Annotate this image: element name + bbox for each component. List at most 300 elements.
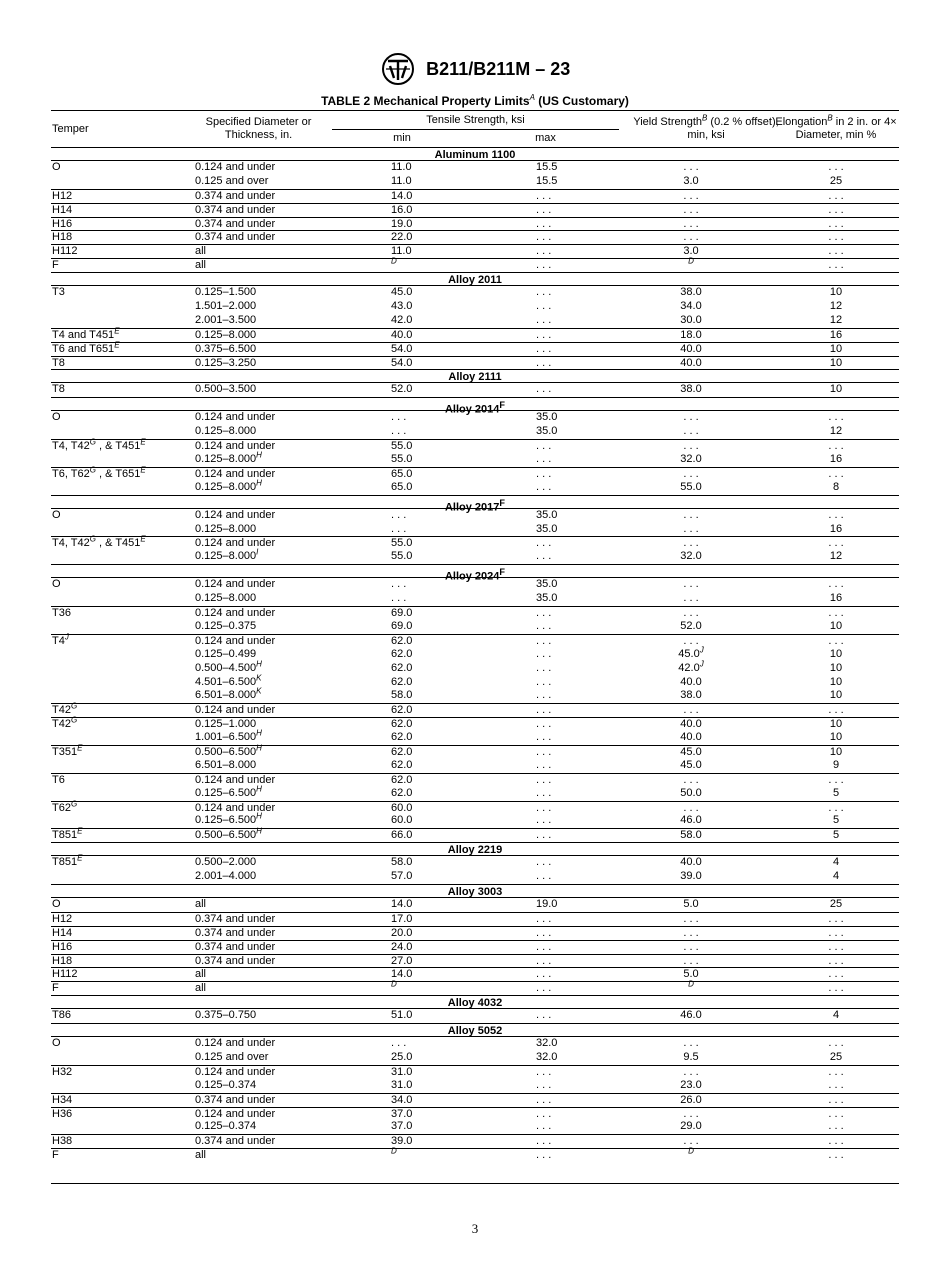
elongation-cell: . . . bbox=[828, 634, 844, 647]
elongation-cell: 5 bbox=[832, 829, 840, 842]
elongation-cell: . . . bbox=[828, 940, 844, 953]
tensile-max-cell: . . . bbox=[536, 1149, 552, 1162]
temper-cell: H34 bbox=[52, 1093, 73, 1106]
table-row bbox=[51, 314, 899, 328]
yield-cell: . . . bbox=[683, 203, 699, 216]
elongation-cell: 10 bbox=[829, 718, 843, 731]
temper-cell: F bbox=[52, 1149, 59, 1162]
tensile-max-cell: . . . bbox=[536, 1009, 552, 1022]
tensile-max-cell: . . . bbox=[536, 704, 552, 717]
table-row bbox=[51, 981, 899, 995]
diameter-cell: $0.125-6.500^H$ bbox=[195, 811, 262, 827]
table-row bbox=[51, 828, 899, 842]
diameter-cell: 0.124 and under bbox=[195, 704, 276, 717]
table-row bbox=[51, 578, 899, 592]
elongation-cell: 12 bbox=[829, 313, 843, 326]
diameter-cell: 2.001–3.500 bbox=[195, 313, 257, 326]
table-row bbox=[51, 425, 899, 439]
table-bottom-rule bbox=[51, 1183, 899, 1184]
table-row bbox=[51, 926, 899, 940]
tensile-min-cell: 58.0 bbox=[391, 689, 413, 702]
tensile-min-cell: 14.0 bbox=[391, 968, 413, 981]
yield-cell: 30.0 bbox=[680, 313, 702, 326]
table-row bbox=[51, 658, 899, 676]
yield-cell: 5.0 bbox=[683, 968, 699, 981]
table-row bbox=[51, 745, 899, 759]
tensile-min-cell: 52.0 bbox=[391, 383, 413, 396]
diameter-cell: 0.125–8.000 bbox=[195, 328, 257, 341]
table-row bbox=[51, 342, 899, 356]
tensile-max-cell: . . . bbox=[536, 829, 552, 842]
table-row bbox=[51, 620, 899, 634]
yield-cell: . . . bbox=[683, 189, 699, 202]
elongation-cell: . . . bbox=[828, 467, 844, 480]
table-row bbox=[51, 439, 899, 453]
tensile-min-cell: 31.0 bbox=[391, 1078, 413, 1091]
table-row bbox=[51, 811, 899, 828]
diameter-cell: 0.500–2.000 bbox=[195, 856, 257, 869]
table-row bbox=[51, 717, 899, 731]
table-row bbox=[51, 478, 899, 495]
header-diameter: Specified Diameter or Thickness, in. bbox=[205, 116, 312, 141]
yield-cell: . . . bbox=[683, 1037, 699, 1050]
tensile-max-cell: 35.0 bbox=[536, 411, 558, 424]
elongation-cell: . . . bbox=[828, 801, 844, 814]
header-yield-strength: Yield Strength$^B$ (0.2 % offset), min, ksi bbox=[633, 113, 779, 141]
elongation-cell: . . . bbox=[828, 912, 844, 925]
elongation-cell: . . . bbox=[828, 773, 844, 786]
yield-cell: 26.0 bbox=[680, 1093, 702, 1106]
diameter-cell: all bbox=[195, 982, 207, 995]
elongation-cell: . . . bbox=[828, 1065, 844, 1078]
temper-cell: H18 bbox=[52, 954, 73, 967]
tensile-min-cell: 62.0 bbox=[391, 758, 413, 771]
tensile-min-cell: 24.0 bbox=[391, 940, 413, 953]
table-row bbox=[51, 189, 899, 203]
yield-cell: 46.0 bbox=[680, 1009, 702, 1022]
temper-cell: H112 bbox=[52, 968, 78, 981]
tensile-max-cell: . . . bbox=[536, 982, 552, 995]
tensile-max-cell: . . . bbox=[536, 480, 552, 493]
alloy-section-heading: Alloy 2219 bbox=[51, 842, 899, 856]
elongation-cell: . . . bbox=[828, 217, 844, 230]
table-row bbox=[51, 450, 899, 467]
diameter-cell: $0.125-8.000^H$ bbox=[195, 450, 262, 466]
elongation-cell: . . . bbox=[828, 161, 844, 173]
tensile-min-cell: . . . bbox=[391, 1037, 407, 1050]
header-min: min bbox=[393, 132, 411, 144]
diameter-cell: 0.124 and under bbox=[195, 161, 276, 173]
yield-cell: . . . bbox=[683, 411, 699, 424]
tensile-min-cell: 11.0 bbox=[391, 245, 412, 258]
diameter-cell: $6.501-8.000^K$ bbox=[195, 686, 262, 702]
yield-cell: . . . bbox=[683, 1107, 699, 1120]
diameter-cell: $0.125-8.000^I$ bbox=[195, 547, 259, 563]
temper-cell: O bbox=[52, 411, 61, 424]
temper-cell: T8 bbox=[52, 383, 65, 396]
elongation-cell: . . . bbox=[828, 259, 844, 272]
tensile-max-cell: 35.0 bbox=[536, 578, 558, 591]
yield-cell: . . . bbox=[683, 231, 699, 244]
table-row bbox=[51, 728, 899, 745]
tensile-min-cell: 55.0 bbox=[391, 537, 413, 550]
diameter-cell: $0.125-6.500^H$ bbox=[195, 783, 262, 799]
tensile-max-cell: . . . bbox=[536, 661, 552, 674]
elongation-cell: 10 bbox=[829, 647, 843, 660]
elongation-cell: . . . bbox=[828, 968, 844, 981]
table-row bbox=[51, 967, 899, 981]
tensile-min-cell: 54.0 bbox=[391, 356, 413, 369]
tensile-max-cell: . . . bbox=[536, 1078, 552, 1091]
tensile-max-cell: . . . bbox=[536, 356, 552, 369]
table-row bbox=[51, 645, 899, 662]
yield-cell: . . . bbox=[683, 634, 699, 647]
table-row bbox=[51, 300, 899, 314]
elongation-cell: 25 bbox=[829, 1050, 843, 1063]
elongation-cell: . . . bbox=[828, 440, 844, 453]
table-row bbox=[51, 783, 899, 801]
temper-cell: $T42^G$ bbox=[52, 715, 78, 731]
tensile-min-cell: 37.0 bbox=[391, 1120, 413, 1133]
elongation-cell: 16 bbox=[829, 522, 843, 535]
table-row bbox=[51, 509, 899, 523]
elongation-cell: . . . bbox=[828, 508, 844, 521]
temper-cell: $T4^J$ bbox=[52, 632, 69, 647]
temper-cell: F bbox=[52, 982, 59, 995]
tensile-min-cell: 43.0 bbox=[391, 300, 413, 313]
table-row bbox=[51, 1120, 899, 1134]
yield-cell: 40.0 bbox=[680, 856, 702, 869]
tensile-min-cell: D bbox=[391, 979, 397, 989]
tensile-max-cell: . . . bbox=[536, 634, 552, 647]
tensile-min-cell: 65.0 bbox=[391, 480, 413, 493]
diameter-cell: $0.125-8.000^H$ bbox=[195, 478, 262, 493]
tensile-max-cell: . . . bbox=[536, 300, 552, 313]
tensile-min-cell: 14.0 bbox=[391, 897, 413, 910]
diameter-cell: 0.124 and under bbox=[195, 578, 276, 591]
yield-cell: 29.0 bbox=[680, 1120, 702, 1133]
temper-cell: O bbox=[52, 508, 61, 521]
tensile-min-cell: 69.0 bbox=[391, 619, 413, 632]
diameter-cell: 0.374 and under bbox=[195, 1093, 276, 1106]
elongation-cell: . . . bbox=[828, 1107, 844, 1120]
table-row bbox=[51, 1037, 899, 1051]
tensile-max-cell: . . . bbox=[536, 675, 552, 688]
diameter-cell: 6.501–8.000 bbox=[195, 758, 257, 771]
elongation-cell: 10 bbox=[829, 619, 843, 632]
diameter-cell: 0.375–0.750 bbox=[195, 1009, 257, 1022]
elongation-cell: . . . bbox=[828, 537, 844, 550]
yield-cell: . . . bbox=[683, 508, 699, 521]
tensile-min-cell: . . . bbox=[391, 578, 407, 591]
table-row bbox=[51, 672, 899, 690]
yield-cell: 18.0 bbox=[680, 328, 702, 341]
tensile-min-cell: 62.0 bbox=[391, 786, 413, 799]
yield-cell: . . . bbox=[683, 773, 699, 786]
tensile-min-cell: 45.0 bbox=[391, 286, 413, 299]
diameter-cell: 0.125–1.000 bbox=[195, 718, 257, 731]
temper-cell: $T851^E$ bbox=[52, 853, 83, 869]
table-row bbox=[51, 606, 899, 620]
header-tensile-strength: Tensile Strength, ksi bbox=[426, 114, 525, 126]
temper-cell: F bbox=[52, 259, 59, 272]
elongation-cell: . . . bbox=[828, 245, 844, 258]
elongation-cell: 10 bbox=[829, 689, 843, 702]
elongation-cell: 10 bbox=[829, 356, 843, 369]
yield-cell: . . . bbox=[683, 954, 699, 967]
elongation-cell: 9 bbox=[832, 758, 840, 771]
tensile-max-cell: . . . bbox=[536, 619, 552, 632]
alloy-section-heading: Alloy $2024^F$ bbox=[51, 564, 899, 578]
diameter-cell: 0.124 and under bbox=[195, 411, 276, 424]
diameter-cell: 0.125–3.250 bbox=[195, 356, 257, 369]
temper-cell: T86 bbox=[52, 1009, 71, 1022]
header-temper: Temper bbox=[52, 123, 89, 135]
header-max: max bbox=[535, 132, 556, 144]
alloy-section-heading: Alloy $2017^F$ bbox=[51, 495, 899, 509]
tensile-min-cell: 19.0 bbox=[391, 217, 413, 230]
yield-cell: . . . bbox=[683, 801, 699, 814]
tensile-max-cell: 35.0 bbox=[536, 592, 558, 605]
tensile-min-cell: 14.0 bbox=[391, 189, 413, 202]
elongation-cell: 16 bbox=[829, 328, 843, 341]
table-row bbox=[51, 1009, 899, 1023]
elongation-cell: 5 bbox=[832, 786, 840, 799]
yield-cell: . . . bbox=[683, 940, 699, 953]
yield-cell: . . . bbox=[683, 926, 699, 939]
yield-cell: 34.0 bbox=[680, 300, 702, 313]
yield-cell: 40.0 bbox=[680, 718, 702, 731]
elongation-cell: 16 bbox=[829, 453, 843, 466]
elongation-cell: 10 bbox=[829, 745, 843, 758]
table-row bbox=[51, 773, 899, 787]
yield-cell: 40.0 bbox=[680, 342, 702, 355]
table-row bbox=[51, 912, 899, 926]
elongation-cell: 10 bbox=[829, 675, 843, 688]
table-row bbox=[51, 547, 899, 564]
elongation-cell: . . . bbox=[828, 982, 844, 995]
diameter-cell: 2.001–4.000 bbox=[195, 870, 257, 883]
mechanical-property-table bbox=[51, 110, 899, 1162]
table-row bbox=[51, 703, 899, 717]
elongation-cell: 10 bbox=[829, 383, 843, 396]
page-number: 3 bbox=[471, 1221, 479, 1236]
elongation-cell: 10 bbox=[829, 286, 843, 299]
yield-cell: . . . bbox=[683, 912, 699, 925]
elongation-cell: 4 bbox=[832, 870, 840, 883]
temper-cell: O bbox=[52, 1037, 61, 1050]
diameter-cell: 0.374 and under bbox=[195, 189, 276, 202]
table-title: TABLE 2 Mechanical Property Limits$^A$ (US Customary) bbox=[321, 93, 629, 108]
tensile-max-cell: . . . bbox=[536, 801, 552, 814]
yield-cell: D bbox=[688, 1146, 694, 1156]
tensile-max-cell: 15.5 bbox=[536, 161, 558, 173]
temper-cell: $T851^E$ bbox=[52, 826, 83, 842]
elongation-cell: . . . bbox=[828, 1149, 844, 1162]
yield-cell: . . . bbox=[683, 522, 699, 535]
tensile-max-cell: . . . bbox=[536, 537, 552, 550]
diameter-cell: 0.125 and over bbox=[195, 1050, 269, 1063]
yield-cell: 50.0 bbox=[680, 786, 702, 799]
yield-cell: 46.0 bbox=[680, 814, 702, 827]
alloy-section-heading: Alloy 4032 bbox=[51, 995, 899, 1009]
yield-cell: 32.0 bbox=[680, 550, 702, 563]
alloy-section-heading: Alloy 2011 bbox=[51, 272, 899, 286]
elongation-cell: 12 bbox=[829, 550, 843, 563]
table-row bbox=[51, 686, 899, 703]
yield-cell: 58.0 bbox=[680, 829, 702, 842]
tensile-max-cell: . . . bbox=[536, 1065, 552, 1078]
diameter-cell: 0.124 and under bbox=[195, 508, 276, 521]
yield-cell: 23.0 bbox=[680, 1078, 702, 1091]
diameter-cell: 0.124 and under bbox=[195, 537, 276, 550]
table-row bbox=[51, 161, 899, 175]
diameter-cell: 0.124 and under bbox=[195, 801, 276, 814]
temper-cell: H32 bbox=[52, 1065, 73, 1078]
table-row bbox=[51, 898, 899, 912]
table-row bbox=[51, 328, 899, 342]
tensile-max-cell: . . . bbox=[536, 1120, 552, 1133]
elongation-cell: . . . bbox=[828, 231, 844, 244]
tensile-max-cell: . . . bbox=[536, 467, 552, 480]
tensile-max-cell: . . . bbox=[536, 870, 552, 883]
diameter-cell: 0.500–3.500 bbox=[195, 383, 257, 396]
tensile-min-cell: 62.0 bbox=[391, 704, 413, 717]
temper-cell: T6 and $T651^E$ bbox=[52, 340, 120, 355]
yield-cell: . . . bbox=[683, 425, 699, 438]
tensile-min-cell: 17.0 bbox=[391, 912, 413, 925]
tensile-min-cell: 62.0 bbox=[391, 718, 413, 731]
diameter-cell: $0.500-4.500^H$ bbox=[195, 658, 262, 674]
table-row bbox=[51, 411, 899, 425]
yield-cell: 32.0 bbox=[680, 453, 702, 466]
temper-cell: H36 bbox=[52, 1107, 73, 1120]
yield-cell: D bbox=[688, 256, 694, 266]
tensile-max-cell: 19.0 bbox=[536, 897, 558, 910]
table-row bbox=[51, 870, 899, 884]
temper-cell: T3 bbox=[52, 286, 65, 299]
tensile-min-cell: . . . bbox=[391, 522, 407, 535]
tensile-max-cell: . . . bbox=[536, 758, 552, 771]
elongation-cell: 10 bbox=[829, 661, 843, 674]
tensile-min-cell: 62.0 bbox=[391, 773, 413, 786]
tensile-min-cell: 27.0 bbox=[391, 954, 413, 967]
tensile-min-cell: 34.0 bbox=[391, 1093, 413, 1106]
elongation-cell: . . . bbox=[828, 411, 844, 424]
tensile-min-cell: 25.0 bbox=[391, 1050, 413, 1063]
tensile-max-cell: . . . bbox=[536, 189, 552, 202]
diameter-cell: $0.500-6.500^H$ bbox=[195, 743, 262, 758]
temper-cell: H18 bbox=[52, 231, 73, 244]
tensile-max-cell: 35.0 bbox=[536, 508, 558, 521]
temper-cell: O bbox=[52, 897, 61, 910]
tensile-max-cell: 15.5 bbox=[536, 174, 558, 187]
tensile-min-cell: 62.0 bbox=[391, 634, 413, 647]
diameter-cell: $0.500-6.500^H$ bbox=[195, 826, 262, 842]
tensile-min-cell: 31.0 bbox=[391, 1065, 413, 1078]
yield-cell: . . . bbox=[683, 704, 699, 717]
tensile-max-cell: . . . bbox=[536, 328, 552, 341]
tensile-max-cell: . . . bbox=[536, 731, 552, 744]
yield-cell: . . . bbox=[683, 161, 699, 173]
diameter-cell: 0.374 and under bbox=[195, 954, 276, 967]
diameter-cell: all bbox=[195, 897, 207, 910]
tensile-max-cell: . . . bbox=[536, 968, 552, 981]
tensile-max-cell: . . . bbox=[536, 926, 552, 939]
alloy-section-heading: Alloy 3003 bbox=[51, 884, 899, 898]
table-row bbox=[51, 356, 899, 370]
diameter-cell: 0.124 and under bbox=[195, 467, 276, 480]
tensile-min-cell: . . . bbox=[391, 425, 407, 438]
diameter-cell: 0.125 and over bbox=[195, 174, 269, 187]
tensile-max-cell: . . . bbox=[536, 245, 552, 258]
yield-cell: 3.0 bbox=[683, 245, 699, 258]
yield-cell: . . . bbox=[683, 217, 699, 230]
tensile-max-cell: . . . bbox=[536, 550, 552, 563]
diameter-cell: 0.374 and under bbox=[195, 912, 276, 925]
yield-cell: . . . bbox=[683, 592, 699, 605]
yield-cell: 40.0 bbox=[680, 731, 702, 744]
diameter-cell: 0.125–8.000 bbox=[195, 522, 257, 535]
tensile-min-cell: 11.0 bbox=[391, 174, 412, 187]
diameter-cell: 0.374 and under bbox=[195, 1135, 276, 1148]
diameter-cell: 0.124 and under bbox=[195, 634, 276, 647]
tensile-max-cell: . . . bbox=[536, 940, 552, 953]
temper-cell: H14 bbox=[52, 203, 73, 216]
yield-cell: 55.0 bbox=[680, 480, 702, 493]
temper-cell: T6, $T62^G$ , & $T651^E$ bbox=[52, 465, 146, 480]
alloy-section-heading: Alloy 5052 bbox=[51, 1023, 899, 1037]
diameter-cell: 0.374 and under bbox=[195, 217, 276, 230]
elongation-cell: . . . bbox=[828, 607, 844, 620]
diameter-cell: all bbox=[195, 245, 207, 258]
diameter-cell: 0.124 and under bbox=[195, 607, 276, 620]
diameter-cell: 0.374 and under bbox=[195, 231, 276, 244]
elongation-cell: 10 bbox=[829, 731, 843, 744]
diameter-cell: 0.125–0.499 bbox=[195, 647, 257, 660]
temper-cell: H12 bbox=[52, 912, 73, 925]
yield-cell: $45.0^J$ bbox=[678, 645, 704, 660]
elongation-cell: . . . bbox=[828, 203, 844, 216]
elongation-cell: 5 bbox=[832, 814, 840, 827]
yield-cell: 45.0 bbox=[680, 745, 702, 758]
tensile-max-cell: . . . bbox=[536, 453, 552, 466]
header-elongation: Elongation$^B$ in 2 in. or 4× Diameter, min % bbox=[775, 113, 897, 141]
diameter-cell: $4.501-6.500^K$ bbox=[195, 672, 262, 688]
table-row bbox=[51, 1134, 899, 1148]
table-row bbox=[51, 1065, 899, 1079]
document-id: B211/B211M – 23 bbox=[426, 58, 571, 79]
elongation-cell: 4 bbox=[832, 1009, 840, 1022]
tensile-max-cell: . . . bbox=[536, 912, 552, 925]
elongation-cell: 25 bbox=[829, 897, 843, 910]
elongation-cell: . . . bbox=[828, 1093, 844, 1106]
diameter-cell: all bbox=[195, 1149, 207, 1162]
tensile-max-cell: . . . bbox=[536, 647, 552, 660]
yield-cell: 38.0 bbox=[680, 383, 702, 396]
temper-cell: $T42^G$ bbox=[52, 701, 78, 717]
tensile-min-cell: 69.0 bbox=[391, 607, 413, 620]
diameter-cell: 0.125–0.374 bbox=[195, 1078, 257, 1091]
tensile-min-cell: 42.0 bbox=[391, 313, 413, 326]
elongation-cell: . . . bbox=[828, 1120, 844, 1133]
tensile-min-cell: 55.0 bbox=[391, 550, 413, 563]
elongation-cell: . . . bbox=[828, 189, 844, 202]
elongation-cell: 8 bbox=[832, 480, 840, 493]
tensile-max-cell: 32.0 bbox=[536, 1037, 558, 1050]
elongation-cell: 12 bbox=[829, 300, 843, 313]
elongation-cell: . . . bbox=[828, 1037, 844, 1050]
